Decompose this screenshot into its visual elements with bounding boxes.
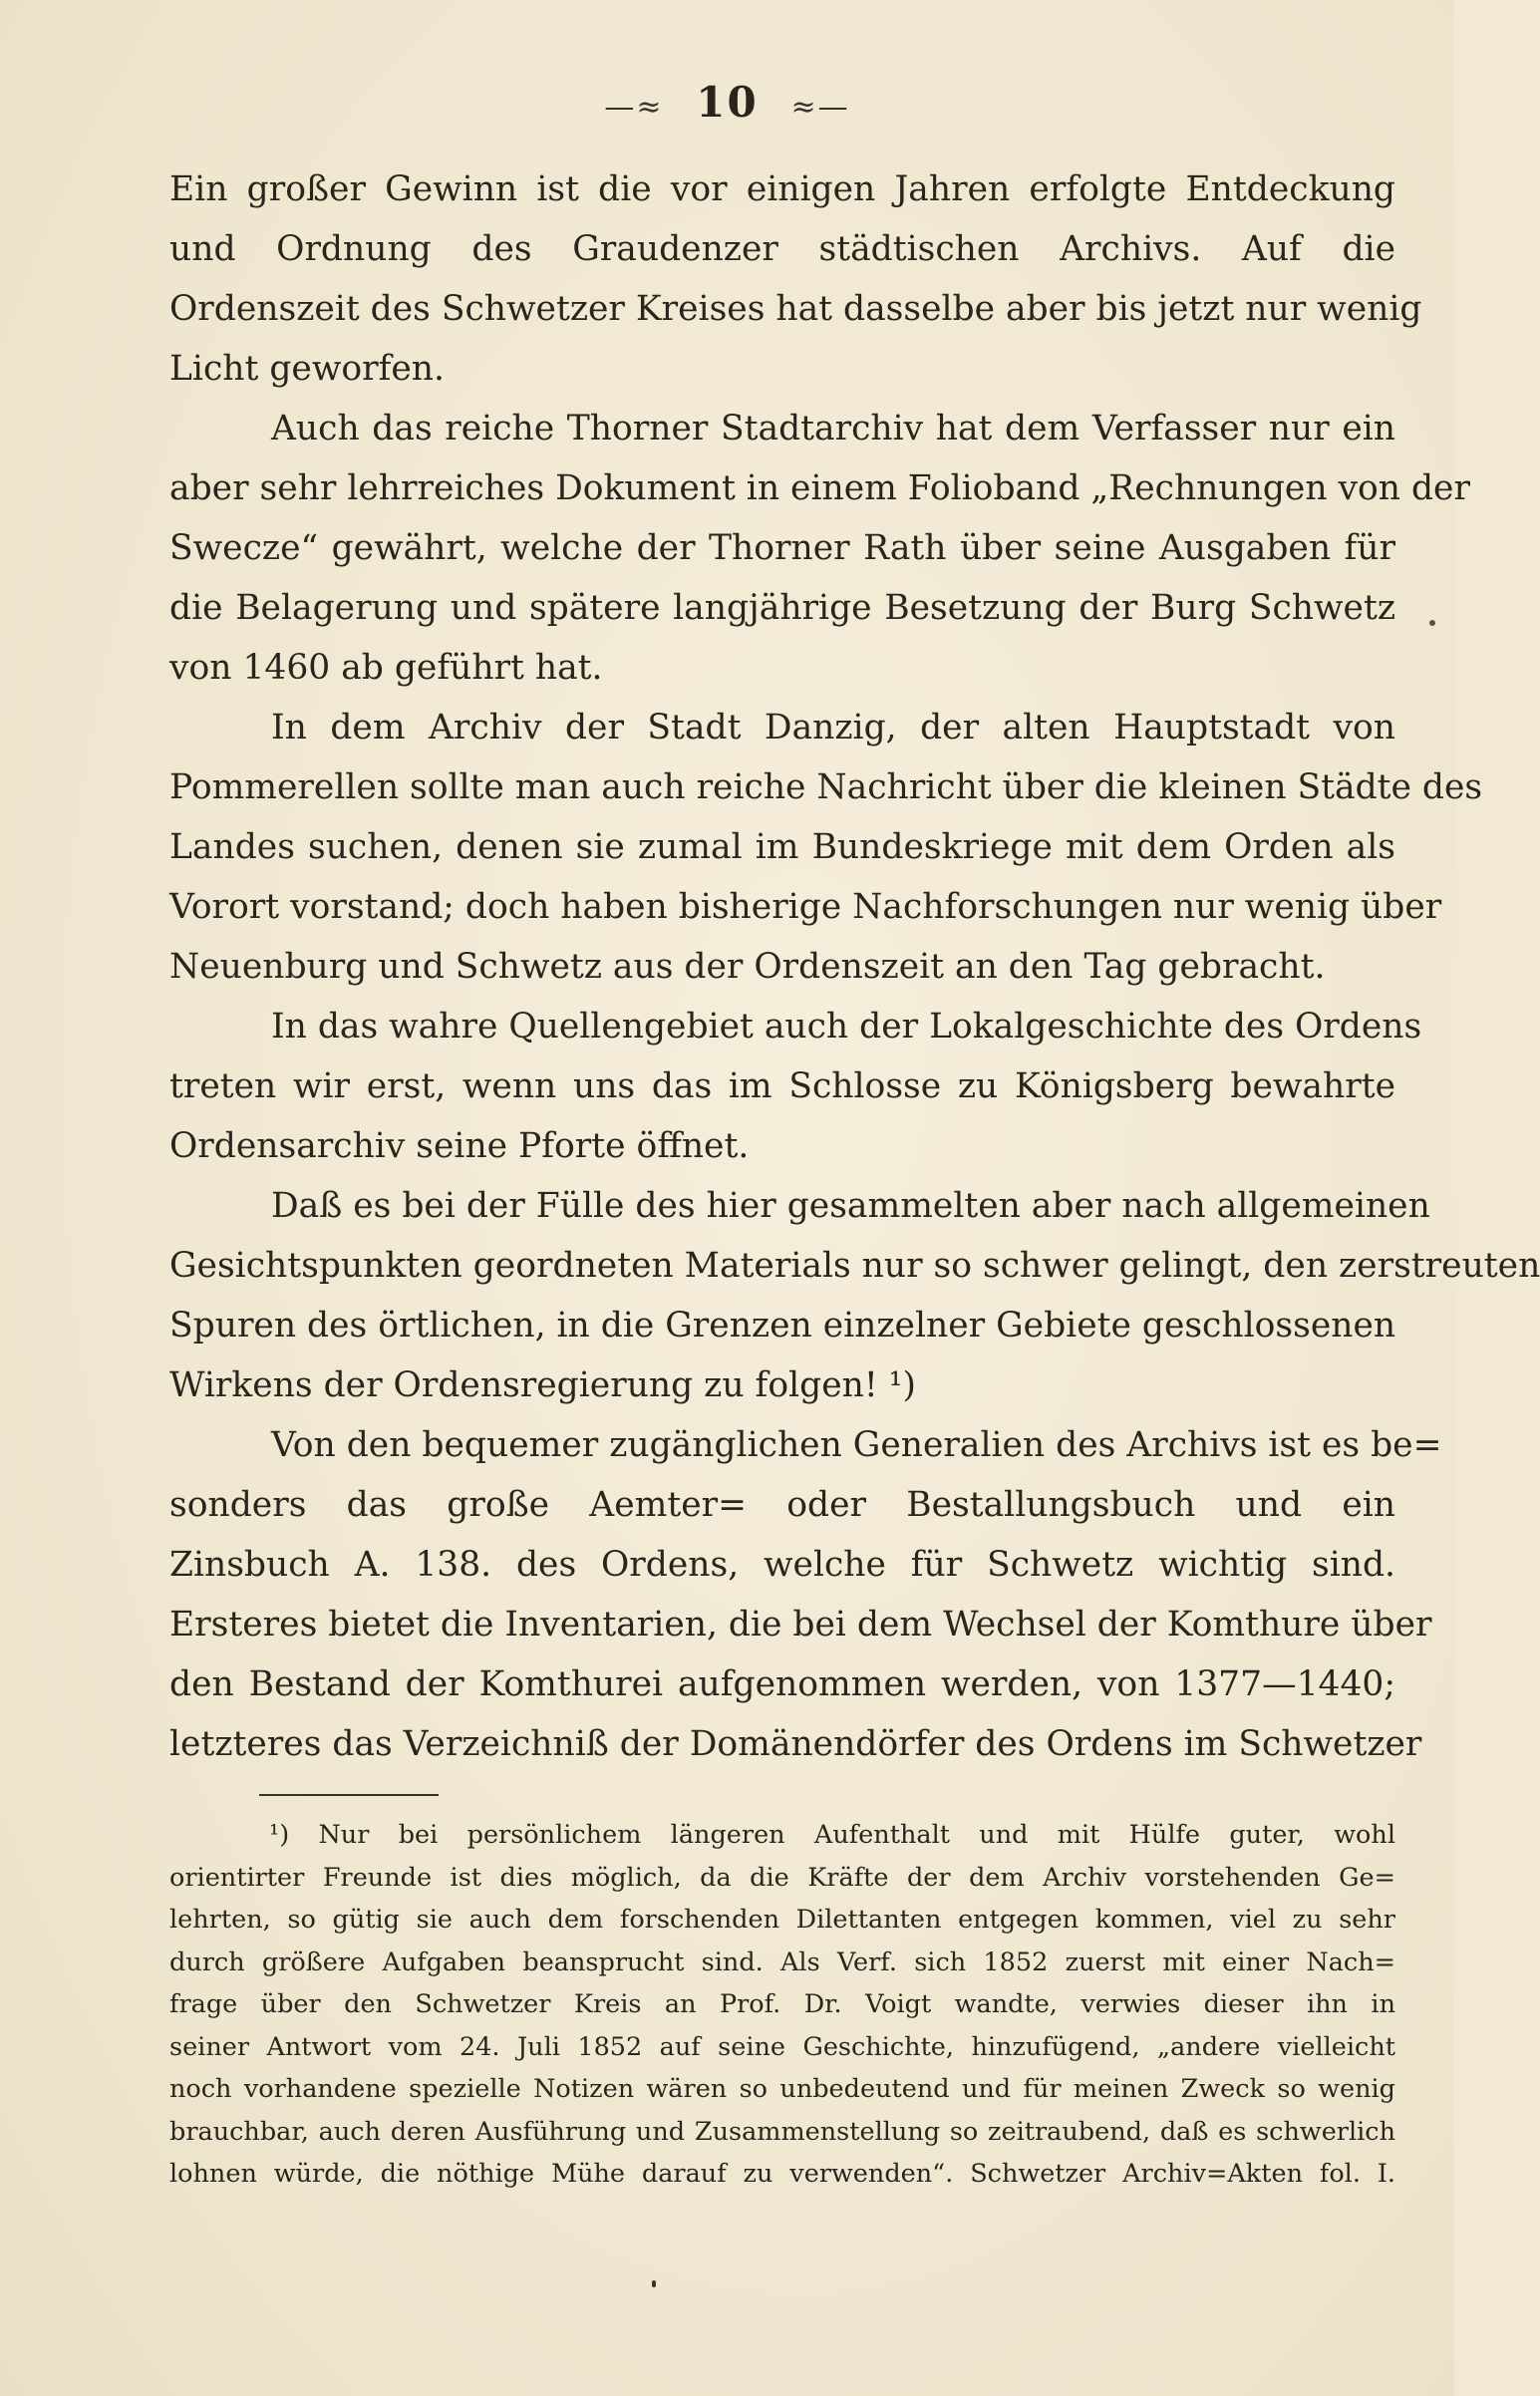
- body-line: Pommerellen sollte man auch reiche Nachricht über die kleinen Städte des: [169, 767, 1483, 807]
- body-line: Landes suchen, denen sie zumal im Bundeskriege mit dem Orden als: [169, 827, 1395, 867]
- body-line: Spuren des örtlichen, in die Grenzen einzelner Gebiete geschlossenen: [169, 1306, 1396, 1346]
- body-line: In dem Archiv der Stadt Danzig, der alten Hauptstadt von: [271, 708, 1395, 748]
- body-line: letzteres das Verzeichniß der Domänendörfer des Ordens im Schwetzer: [169, 1724, 1422, 1764]
- footnote-line: durch größere Aufgaben beansprucht sind. Als Verf. sich 1852 zuerst mit einer Nach=: [169, 1947, 1395, 1977]
- body-line: Wirkens der Ordensregierung zu folgen! ¹): [169, 1365, 916, 1405]
- footnote-line: seiner Antwort vom 24. Juli 1852 auf seine Geschichte, hinzufügend, „andere vielleicht: [169, 2031, 1395, 2062]
- body-text: [169, 159, 1540, 1774]
- body-line: treten wir erst, wenn uns das im Schlosse zu Königsberg bewahrte: [169, 1066, 1395, 1106]
- body-line: Zinsbuch A. 138. des Ordens, welche für Schwetz wichtig sind.: [169, 1545, 1395, 1585]
- footnote-line: lehrten, so gütig sie auch dem forschenden Dilettanten entgegen kommen, viel zu sehr: [169, 1905, 1395, 1935]
- body-line: Ordenszeit des Schwetzer Kreises hat dasselbe aber bis jetzt nur wenig: [169, 289, 1422, 329]
- body-line: Ersteres bietet die Inventarien, die bei dem Wechsel der Komthure über: [169, 1605, 1432, 1645]
- footnote-line: frage über den Schwetzer Kreis an Prof. Dr. Voigt wandte, verwies dieser ihn in: [169, 1989, 1395, 2019]
- footnote-line: orientirter Freunde ist dies möglich, da die Kräfte der dem Archiv vorstehenden Ge=: [169, 1862, 1395, 1893]
- body-line: Licht geworfen.: [169, 349, 445, 389]
- body-line: Gesichtspunkten geordneten Materials nur so schwer gelingt, den zerstreuten: [169, 1246, 1540, 1286]
- page-header: [0, 78, 1454, 127]
- page-number: 10: [696, 78, 759, 127]
- body-line: von 1460 ab geführt hat.: [169, 648, 603, 688]
- ink-speck: [652, 2280, 656, 2287]
- body-line: den Bestand der Komthurei aufgenommen werden, von 1377—1440;: [169, 1664, 1395, 1704]
- footnote-line: lohnen würde, die nöthige Mühe darauf zu verwenden“. Schwetzer Archiv=Akten fol. I.: [169, 2159, 1395, 2189]
- footnote-line: ¹) Nur bei persönlichem längeren Aufenthalt und mit Hülfe guter, wohl: [269, 1820, 1395, 1850]
- body-line: Ein großer Gewinn ist die vor einigen Jahren erfolgte Entdeckung: [169, 169, 1395, 209]
- header-ornament-left: —≈: [604, 90, 664, 125]
- footnote-line: brauchbar, auch deren Ausführung und Zusammenstellung so zeitraubend, daß es schwerlich: [169, 2116, 1395, 2147]
- body-line: Von den bequemer zugänglichen Generalien des Archivs ist es be=: [271, 1425, 1442, 1465]
- body-line: Swecze“ gewährt, welche der Thorner Rath über seine Ausgaben für: [169, 528, 1395, 568]
- footnote-separator: [259, 1794, 439, 1796]
- header-ornament-right: ≈—: [790, 90, 850, 125]
- body-line: In das wahre Quellengebiet auch der Lokalgeschichte des Ordens: [271, 1007, 1422, 1047]
- ink-speck: [1429, 620, 1435, 626]
- body-line: und Ordnung des Graudenzer städtischen Archivs. Auf die: [169, 229, 1395, 269]
- footnote-line: noch vorhandene spezielle Notizen wären so unbedeutend und für meinen Zweck so wenig: [169, 2074, 1395, 2104]
- body-line: Ordensarchiv seine Pforte öffnet.: [169, 1126, 750, 1166]
- body-line: aber sehr lehrreiches Dokument in einem Folioband „Rechnungen von der: [169, 468, 1470, 508]
- body-line: Vorort vorstand; doch haben bisherige Nachforschungen nur wenig über: [169, 887, 1442, 927]
- body-line: Neuenburg und Schwetz aus der Ordenszeit an den Tag gebracht.: [169, 947, 1326, 987]
- footnotes: [169, 1814, 1395, 2196]
- body-line: sonders das große Aemter= oder Bestallungsbuch und ein: [169, 1485, 1395, 1525]
- body-line: Auch das reiche Thorner Stadtarchiv hat dem Verfasser nur ein: [271, 409, 1395, 449]
- body-line: Daß es bei der Fülle des hier gesammelten aber nach allgemeinen: [271, 1186, 1430, 1226]
- body-line: die Belagerung und spätere langjährige Besetzung der Burg Schwetz: [169, 588, 1395, 628]
